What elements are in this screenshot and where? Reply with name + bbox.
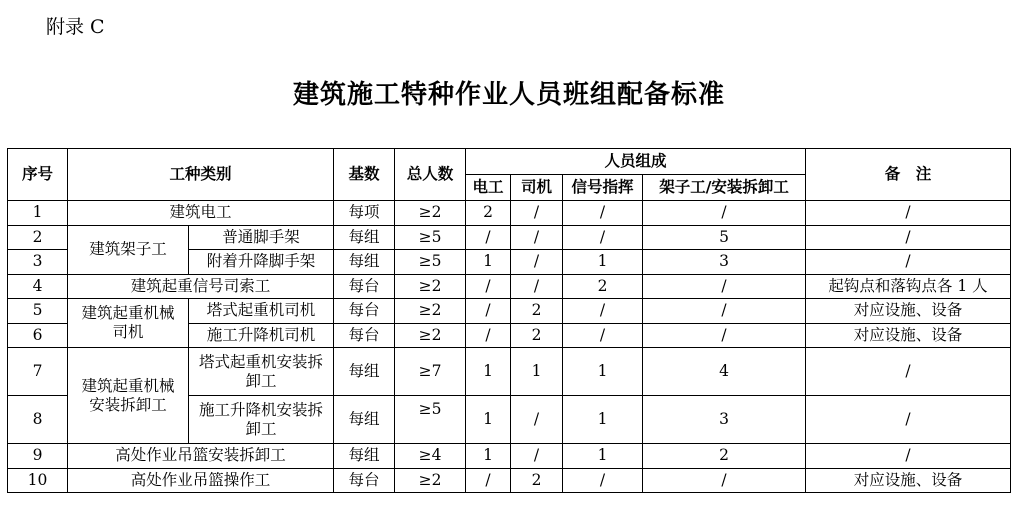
cell-remark: / <box>806 225 1011 250</box>
cell-no: 6 <box>8 323 68 348</box>
cell-signal: 1 <box>563 444 643 469</box>
header-type: 工种类别 <box>68 149 334 201</box>
cell-electrician: 2 <box>466 201 511 226</box>
cell-type: 施工升降机司机 <box>189 323 334 348</box>
cell-scaffold: 5 <box>643 225 806 250</box>
cell-remark: / <box>806 444 1011 469</box>
cell-scaffold: / <box>643 274 806 299</box>
cell-basis: 每项 <box>334 201 395 226</box>
header-composition: 人员组成 <box>466 149 806 175</box>
cell-signal: / <box>563 323 643 348</box>
cell-type: 建筑起重信号司索工 <box>68 274 334 299</box>
cell-type: 附着升降脚手架 <box>189 250 334 275</box>
group-scaffold-worker: 建筑架子工 <box>68 225 189 274</box>
cell-signal: 1 <box>563 250 643 275</box>
cell-electrician: 1 <box>466 250 511 275</box>
group-crane-install-line1: 建筑起重机械 <box>81 376 175 395</box>
table-row <box>8 225 1011 250</box>
table-row <box>8 274 1011 299</box>
cell-driver: 2 <box>511 299 563 324</box>
cell-total: ≥2 <box>395 299 466 324</box>
cell-remark: / <box>806 201 1011 226</box>
cell-signal: 2 <box>563 274 643 299</box>
cell-signal: / <box>563 468 643 493</box>
cell-driver: 2 <box>511 323 563 348</box>
cell-electrician: / <box>466 225 511 250</box>
cell-basis: 每台 <box>334 274 395 299</box>
cell-electrician: / <box>466 468 511 493</box>
header-remark: 备 注 <box>806 149 1011 201</box>
cell-basis: 每组 <box>334 225 395 250</box>
cell-scaffold: 3 <box>643 396 806 444</box>
cell-total: ≥2 <box>395 468 466 493</box>
cell-total: ≥2 <box>395 201 466 226</box>
table-row <box>8 468 1011 493</box>
cell-basis: 每台 <box>334 468 395 493</box>
cell-signal: 1 <box>563 348 643 396</box>
header-scaffold: 架子工/安装拆卸工 <box>643 175 806 201</box>
header-seq: 序号 <box>8 149 68 201</box>
group-crane-driver-line1: 建筑起重机械 <box>81 304 175 322</box>
page-title: 建筑施工特种作业人员班组配备标准 <box>292 80 725 110</box>
header-total: 总人数 <box>395 149 466 201</box>
table-row <box>8 348 1011 396</box>
appendix-label: 附录 C <box>46 16 105 38</box>
cell-scaffold: 3 <box>643 250 806 275</box>
cell-electrician: / <box>466 274 511 299</box>
header-basis: 基数 <box>334 149 395 201</box>
cell-no: 8 <box>8 396 68 444</box>
cell-signal: / <box>563 201 643 226</box>
cell-type-text: 塔式起重机安装拆卸工 <box>198 352 323 390</box>
cell-no: 2 <box>8 225 68 250</box>
header-driver: 司机 <box>511 175 563 201</box>
cell-type-text: 施工升降机安装拆卸工 <box>198 400 323 438</box>
cell-scaffold: 2 <box>643 444 806 469</box>
cell-driver: / <box>511 201 563 226</box>
cell-total: ≥5 <box>395 225 466 250</box>
cell-electrician: 1 <box>466 348 511 396</box>
table-row <box>8 201 1011 226</box>
cell-total: ≥2 <box>395 323 466 348</box>
cell-remark: / <box>806 348 1011 396</box>
cell-electrician: / <box>466 323 511 348</box>
cell-scaffold: / <box>643 468 806 493</box>
cell-basis: 每台 <box>334 323 395 348</box>
cell-scaffold: / <box>643 201 806 226</box>
table-row <box>8 444 1011 469</box>
cell-type <box>189 396 334 444</box>
cell-driver: / <box>511 225 563 250</box>
cell-no: 10 <box>8 468 68 493</box>
cell-no: 3 <box>8 250 68 275</box>
cell-driver: / <box>511 444 563 469</box>
cell-basis: 每组 <box>334 396 395 444</box>
cell-electrician: 1 <box>466 396 511 444</box>
cell-no: 4 <box>8 274 68 299</box>
cell-no: 9 <box>8 444 68 469</box>
cell-type: 建筑电工 <box>68 201 334 226</box>
cell-basis: 每组 <box>334 444 395 469</box>
cell-remark: 起钩点和落钩点各 1 人 <box>806 274 1011 299</box>
cell-remark: 对应设施、设备 <box>806 323 1011 348</box>
cell-scaffold: / <box>643 299 806 324</box>
cell-remark: / <box>806 396 1011 444</box>
table-row <box>8 299 1011 324</box>
header-row-1 <box>8 149 1011 175</box>
cell-basis: 每组 <box>334 348 395 396</box>
group-crane-driver-line2: 司机 <box>112 323 144 341</box>
cell-total: ≥2 <box>395 274 466 299</box>
cell-signal: 1 <box>563 396 643 444</box>
cell-no: 1 <box>8 201 68 226</box>
cell-type: 高处作业吊篮安装拆卸工 <box>68 444 334 469</box>
cell-electrician: / <box>466 299 511 324</box>
cell-no: 7 <box>8 348 68 396</box>
cell-type: 高处作业吊篮操作工 <box>68 468 334 493</box>
cell-total: ≥5 <box>395 250 466 275</box>
cell-signal: / <box>563 299 643 324</box>
cell-driver: / <box>511 250 563 275</box>
group-crane-install <box>68 348 189 444</box>
cell-type <box>189 348 334 396</box>
cell-signal: / <box>563 225 643 250</box>
group-crane-driver <box>68 299 189 348</box>
cell-basis: 每组 <box>334 250 395 275</box>
header-signal: 信号指挥 <box>563 175 643 201</box>
cell-driver: 1 <box>511 348 563 396</box>
cell-total: ≥4 <box>395 444 466 469</box>
cell-scaffold: / <box>643 323 806 348</box>
cell-basis: 每台 <box>334 299 395 324</box>
cell-driver: / <box>511 396 563 444</box>
cell-total: ≥5 <box>395 396 466 444</box>
cell-driver: / <box>511 274 563 299</box>
group-crane-install-line2: 安装拆卸工 <box>89 395 167 414</box>
cell-remark: 对应设施、设备 <box>806 299 1011 324</box>
cell-remark: / <box>806 250 1011 275</box>
header-electrician: 电工 <box>466 175 511 201</box>
cell-electrician: 1 <box>466 444 511 469</box>
cell-type: 普通脚手架 <box>189 225 334 250</box>
cell-total: ≥7 <box>395 348 466 396</box>
cell-no: 5 <box>8 299 68 324</box>
cell-scaffold: 4 <box>643 348 806 396</box>
cell-type: 塔式起重机司机 <box>189 299 334 324</box>
cell-remark: 对应设施、设备 <box>806 468 1011 493</box>
cell-driver: 2 <box>511 468 563 493</box>
staffing-table <box>7 148 1011 493</box>
